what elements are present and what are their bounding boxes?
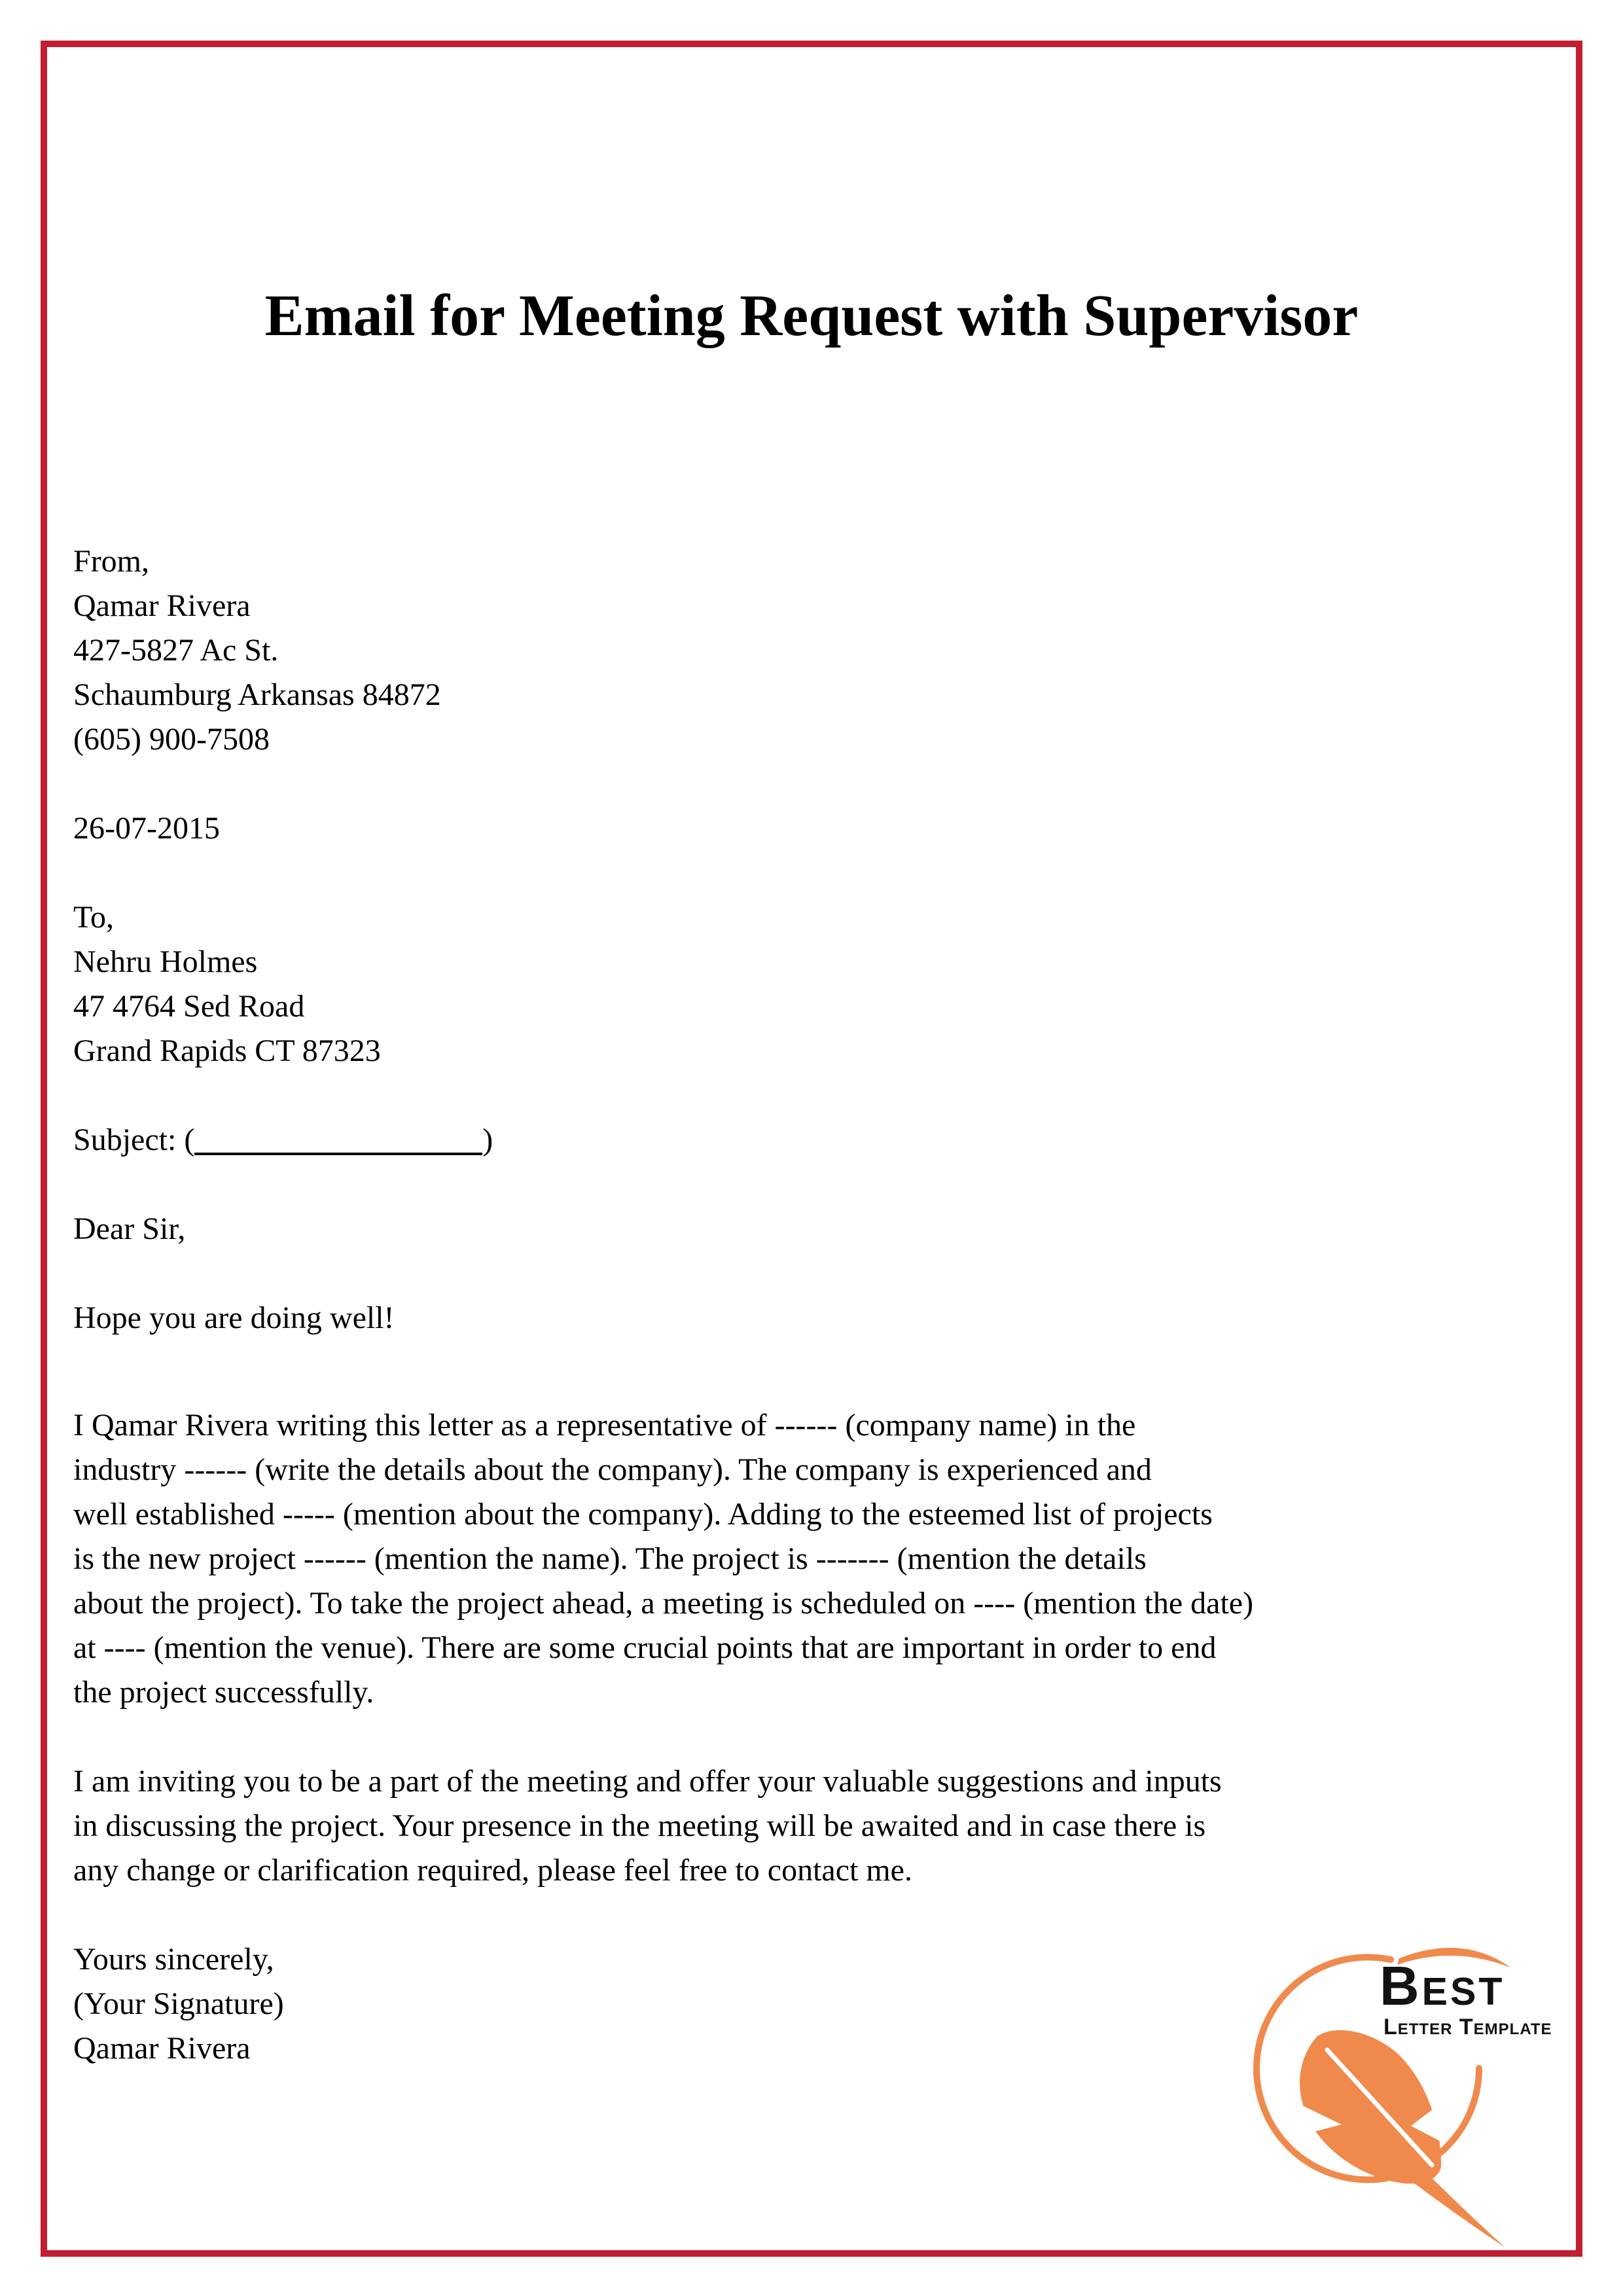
body-line: I am inviting you to be a part of the meeting and offer your valuable suggestions and inputs (73, 1764, 1222, 1799)
body-line: the project successfully. (73, 1675, 374, 1710)
spacer (73, 1251, 1253, 1296)
feather-circle-icon (1211, 1885, 1577, 2251)
body-line: about the project). To take the project ahead, a meeting is scheduled on ---- (mention the date) (73, 1586, 1254, 1621)
sender-street: 427-5827 Ac St. (73, 633, 279, 668)
recipient-street: 47 4764 Sed Road (73, 989, 305, 1024)
body-line: at ---- (mention the venue). There are some crucial points that are important in order to end (73, 1630, 1217, 1665)
to-label: To, (73, 900, 114, 935)
spacer (73, 1715, 1253, 1759)
spacer (73, 1893, 1253, 1937)
body-line: I Qamar Rivera writing this letter as a representative of ------ (company name) in the (73, 1408, 1136, 1443)
signature-placeholder: (Your Signature) (73, 1986, 284, 2021)
brand-tagline: Letter Template (1383, 2015, 1552, 2039)
body-line: any change or clarification required, please feel free to contact me. (73, 1853, 912, 1888)
subject-prefix: Subject: ( (73, 1122, 195, 1157)
opening-line: Hope you are doing well! (73, 1300, 395, 1335)
spacer (73, 762, 1253, 806)
subject-line (73, 1118, 1253, 1162)
body-line: industry ------ (write the details about the company). The company is experienced and (73, 1452, 1152, 1487)
spacer (73, 1073, 1253, 1118)
subject-suffix: ) (482, 1122, 493, 1157)
sender-name: Qamar Rivera (73, 588, 251, 623)
spacer (73, 1340, 1253, 1403)
subject-blank-line (194, 1124, 482, 1155)
feather-stem (1406, 2165, 1505, 2248)
body-line: well established ----- (mention about the company). Adding to the esteemed list of projects (73, 1497, 1213, 1532)
sender-phone: (605) 900-7508 (73, 722, 270, 757)
from-label: From, (73, 544, 150, 579)
recipient-name: Nehru Holmes (73, 944, 258, 979)
letter-date: 26-07-2015 (73, 811, 220, 846)
sender-city: Schaumburg Arkansas 84872 (73, 677, 441, 712)
page-title: Email for Meeting Request with Supervisor (264, 283, 1359, 348)
recipient-city: Grand Rapids CT 87323 (73, 1033, 381, 1068)
letter-body (73, 539, 1253, 2071)
signature-name: Qamar Rivera (73, 2031, 251, 2066)
brand-name: Best (1380, 1955, 1505, 2017)
body-line: is the new project ------ (mention the name). The project is ------- (mention the details (73, 1541, 1147, 1576)
brand-logo (1211, 1885, 1577, 2251)
body-line: in discussing the project. Your presence in the meeting will be awaited and in case there is (73, 1808, 1206, 1843)
spacer (73, 851, 1253, 895)
salutation: Dear Sir, (73, 1211, 186, 1246)
spacer (73, 1162, 1253, 1207)
feather-vane (1300, 2030, 1441, 2184)
closing-phrase: Yours sincerely, (73, 1942, 274, 1977)
